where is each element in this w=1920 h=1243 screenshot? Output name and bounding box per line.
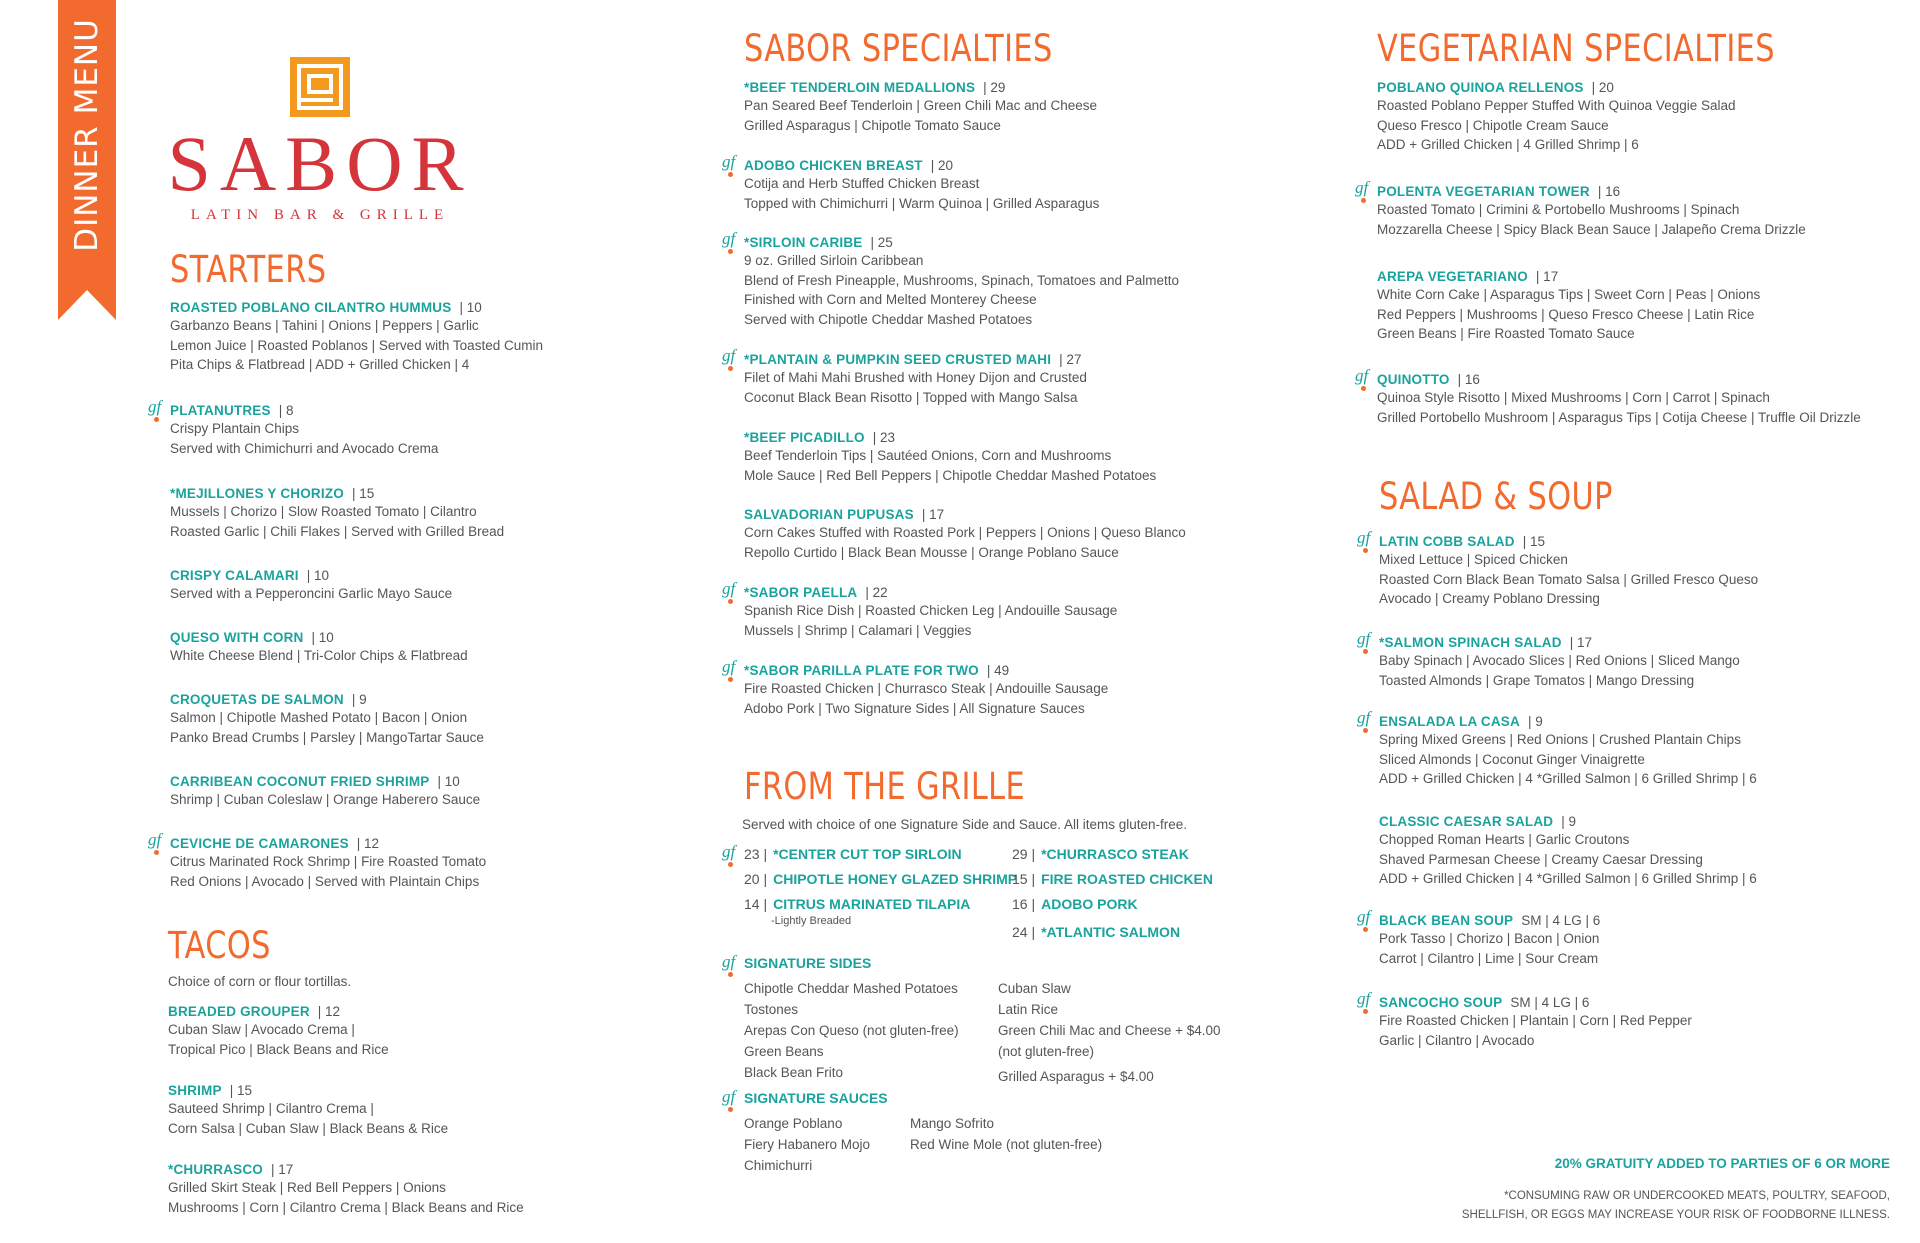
item-description: Crispy Plantain Chips — [170, 421, 300, 436]
sauces-right-list — [910, 1113, 1102, 1155]
menu-item — [1357, 629, 1740, 690]
sabor-logo — [165, 55, 475, 224]
item-name: CARRIBEAN COCONUT FRIED SHRIMP — [170, 774, 430, 789]
menu-item — [722, 657, 1109, 718]
side-item: Chipotle Cheddar Mashed Potatoes — [744, 981, 958, 996]
menu-item — [744, 79, 1097, 135]
item-description: Finished with Corn and Melted Monterey Cheese — [744, 292, 1037, 307]
sauce-item: Fiery Habanero Mojo — [744, 1137, 871, 1152]
grille-name: CHIPOTLE HONEY GLAZED SHRIMP — [773, 871, 1018, 887]
menu-item — [168, 1161, 524, 1217]
item-price: | 9 — [351, 692, 367, 707]
item-price: | 10 — [311, 630, 334, 645]
item-name: *CHURRASCO — [168, 1162, 264, 1177]
item-name: PLATANUTRES — [170, 403, 271, 418]
item-description: Avocado | Creamy Poblano Dressing — [1379, 591, 1600, 606]
menu-item — [1357, 907, 1601, 968]
tacos-note: Choice of corn or flour tortillas. — [168, 974, 352, 989]
item-description: Citrus Marinated Rock Shrimp | Fire Roasted Tomato — [170, 854, 487, 869]
item-name: BREADED GROUPER — [168, 1004, 310, 1019]
menu-item — [148, 830, 487, 891]
gluten-free-icon: gf — [148, 398, 166, 424]
item-price: | 15 — [1522, 534, 1545, 549]
item-price: | 10 — [306, 568, 330, 583]
menu-item — [168, 1003, 389, 1059]
item-description: Beef Tenderloin Tips | Sautéed Onions, Corn and Mushrooms — [744, 448, 1112, 463]
menu-item — [1357, 989, 1692, 1050]
item-description: Lemon Juice | Roasted Poblanos | Served with Toasted Cumin — [170, 337, 543, 353]
item-price: | 27 — [1059, 352, 1082, 367]
side-item: Black Bean Frito — [744, 1065, 844, 1080]
item-name: *MEJILLONES Y CHORIZO — [170, 486, 344, 501]
item-description: Sliced Almonds | Coconut Ginger Vinaigrette — [1379, 751, 1645, 767]
gluten-free-icon: gf — [148, 831, 166, 857]
item-name: LATIN COBB SALAD — [1379, 534, 1515, 549]
item-description: ADD + Grilled Chicken | 4 Grilled Shrimp | 6 — [1377, 137, 1639, 152]
item-name: QUESO WITH CORN — [170, 630, 304, 645]
item-description: Corn Salsa | Cuban Slaw | Black Beans & Rice — [168, 1120, 449, 1136]
item-name: BLACK BEAN SOUP — [1379, 913, 1514, 928]
menu-item — [1355, 178, 1806, 239]
item-price: | 9 — [1527, 714, 1543, 729]
item-description: Carrot | Cilantro | Lime | Sour Cream — [1379, 950, 1599, 966]
item-description: Filet of Mahi Mahi Brushed with Honey Dijon and Crusted — [744, 370, 1087, 385]
grille-name: *CENTER CUT TOP SIRLOIN — [773, 846, 962, 862]
gluten-free-icon: gf — [1355, 179, 1373, 205]
item-name: POLENTA VEGETARIAN TOWER — [1377, 184, 1590, 199]
item-price: SM | 4 LG | 6 — [1510, 995, 1590, 1010]
grille-note: Served with choice of one Signature Side and Sauce. All items gluten-free. — [742, 817, 1188, 832]
grille-price: 29 | — [1012, 846, 1036, 862]
item-description: Mixed Lettuce | Spiced Chicken — [1379, 552, 1568, 567]
item-name: QUINOTTO — [1377, 372, 1450, 387]
item-description: Spanish Rice Dish | Roasted Chicken Leg | Andouille Sausage — [744, 603, 1118, 618]
grille-price: 20 | — [744, 871, 768, 887]
grille-price: 15 | — [1012, 871, 1036, 887]
item-description: Roasted Tomato | Crimini & Portobello Mushrooms | Spinach — [1377, 202, 1740, 217]
item-price: | 12 — [356, 836, 380, 851]
gluten-free-icon: gf — [722, 843, 740, 869]
item-name: CLASSIC CAESAR SALAD — [1379, 814, 1554, 829]
item-description: Blend of Fresh Pineapple, Mushrooms, Spinach, Tomatoes and Palmetto — [744, 272, 1179, 288]
grille-item — [1012, 924, 1180, 940]
item-description: Mole Sauce | Red Bell Peppers | Chipotle Cheddar Mashed Potatoes — [744, 467, 1157, 483]
grille-name: *ATLANTIC SALMON — [1041, 924, 1181, 940]
item-description: Served with Chipotle Cheddar Mashed Potatoes — [744, 311, 1033, 327]
item-name: *SIRLOIN CARIBE — [744, 235, 863, 250]
starters-title: STARTERS — [170, 248, 327, 291]
gluten-free-icon: gf — [722, 1088, 740, 1114]
item-description: Salmon | Chipotle Mashed Potato | Bacon | Onion — [170, 710, 468, 725]
sauce-item: Chimichurri — [744, 1158, 813, 1173]
item-name: *SALMON SPINACH SALAD — [1379, 635, 1562, 650]
menu-item — [744, 429, 1156, 485]
item-description: Roasted Poblano Pepper Stuffed With Quinoa Veggie Salad — [1377, 98, 1736, 113]
menu-item — [170, 485, 504, 541]
item-price: | 10 — [437, 774, 460, 789]
item-description: White Corn Cake | Asparagus Tips | Sweet Corn | Peas | Onions — [1377, 287, 1761, 302]
item-name: AREPA VEGETARIANO — [1377, 269, 1528, 284]
side-item: Grilled Asparagus + $4.00 — [998, 1069, 1154, 1084]
grille-price: 24 | — [1012, 924, 1036, 940]
menu-item — [170, 691, 484, 747]
item-description: Grilled Skirt Steak | Red Bell Peppers | Onions — [168, 1180, 446, 1195]
item-description: Sauteed Shrimp | Cilantro Crema | — [168, 1101, 374, 1116]
gluten-free-icon: gf — [722, 153, 740, 179]
item-description: Corn Cakes Stuffed with Roasted Pork | Peppers | Onions | Queso Blanco — [744, 525, 1186, 540]
item-name: SANCOCHO SOUP — [1379, 995, 1503, 1010]
gluten-free-icon: gf — [1355, 367, 1373, 393]
item-price: | 16 — [1597, 184, 1621, 199]
menu-item — [1377, 268, 1760, 344]
item-description: Mussels | Chorizo | Slow Roasted Tomato | Cilantro — [170, 504, 477, 519]
food-safety-disclaimer — [1462, 1187, 1890, 1225]
tacos-title: TACOS — [168, 924, 271, 967]
item-description: Cotija and Herb Stuffed Chicken Breast — [744, 176, 980, 191]
menu-item — [1379, 813, 1757, 889]
item-name: CRISPY CALAMARI — [170, 568, 299, 583]
item-description: Grilled Asparagus | Chipotle Tomato Sauce — [744, 117, 1001, 133]
item-description: Roasted Garlic | Chili Flakes | Served with Grilled Bread — [170, 523, 505, 539]
gluten-free-icon: gf — [722, 347, 740, 373]
disclaimer-line: SHELLFISH, OR EGGS MAY INCREASE YOUR RISK OF FOODBORNE ILLNESS. — [1461, 1209, 1890, 1221]
item-description: Garbanzo Beans | Tahini | Onions | Peppers | Garlic — [170, 318, 479, 333]
item-price: | 22 — [865, 585, 888, 600]
grille-title: FROM THE GRILLE — [744, 765, 1026, 808]
sauce-item: Red Wine Mole (not gluten-free) — [910, 1137, 1103, 1152]
menu-item — [1377, 79, 1736, 155]
item-name: SHRIMP — [168, 1083, 222, 1098]
item-price: | 17 — [271, 1162, 294, 1177]
item-description: Chopped Roman Hearts | Garlic Croutons — [1379, 832, 1630, 847]
salad-soup-title: SALAD & SOUP — [1379, 475, 1613, 518]
tilapia-note: -Lightly Breaded — [771, 915, 852, 927]
item-description: Shrimp | Cuban Coleslaw | Orange Haberero Sauce — [170, 792, 481, 807]
menu-item — [170, 299, 543, 375]
gluten-free-icon: gf — [722, 580, 740, 606]
item-price: | 20 — [1591, 80, 1614, 95]
item-price: | 9 — [1561, 814, 1577, 829]
grille-price: 16 | — [1012, 896, 1036, 912]
vegetarian-title: VEGETARIAN SPECIALTIES — [1377, 27, 1775, 70]
item-name: SALVADORIAN PUPUSAS — [744, 507, 914, 522]
item-price: | 25 — [870, 235, 893, 250]
item-description: Spring Mixed Greens | Red Onions | Crushed Plantain Chips — [1379, 732, 1741, 747]
sides-right-list — [998, 978, 1221, 1087]
sabor-specialties-title: SABOR SPECIALTIES — [744, 27, 1053, 70]
item-price: | 29 — [983, 80, 1006, 95]
gluten-free-icon: gf — [1357, 990, 1375, 1016]
disclaimer-line: *CONSUMING RAW OR UNDERCOOKED MEATS, POULTRY, SEAFOOD, — [1504, 1190, 1890, 1202]
grille-item — [744, 896, 970, 912]
item-price: | 12 — [317, 1004, 341, 1019]
grille-price: 23 | — [744, 846, 768, 862]
item-description: Topped with Chimichurri | Warm Quinoa | Grilled Asparagus — [744, 195, 1100, 211]
item-price: | 20 — [930, 158, 954, 173]
signature-sides-title: SIGNATURE SIDES — [744, 955, 872, 971]
gluten-free-icon: gf — [1357, 529, 1375, 555]
grille-item — [1012, 896, 1138, 912]
gluten-free-icon: gf — [1357, 908, 1375, 934]
grille-price: 14 | — [744, 896, 768, 912]
grille-item — [1012, 846, 1189, 862]
item-description: Coconut Black Bean Risotto | Topped with Mango Salsa — [744, 389, 1078, 405]
item-description: 9 oz. Grilled Sirloin Caribbean — [744, 253, 924, 268]
side-item: Green Chili Mac and Cheese + $4.00 — [998, 1023, 1221, 1038]
grille-name: *CHURRASCO STEAK — [1041, 846, 1189, 862]
item-description: Panko Bread Crumbs | Parsley | MangoTartar Sauce — [170, 729, 484, 745]
item-description: ADD + Grilled Chicken | 4 *Grilled Salmon | 6 Grilled Shrimp | 6 — [1379, 771, 1757, 786]
menu-item — [168, 1082, 448, 1138]
gluten-free-icon: gf — [722, 953, 740, 979]
item-description: Fire Roasted Chicken | Churrasco Steak | Andouille Sausage — [744, 681, 1109, 696]
menu-item — [170, 629, 468, 666]
menu-item — [148, 397, 439, 458]
gluten-free-icon: gf — [722, 230, 740, 256]
item-description: Roasted Corn Black Bean Tomato Salsa | Grilled Fresco Queso — [1379, 571, 1759, 587]
item-description: Adobo Pork | Two Signature Sides | All Signature Sauces — [744, 700, 1085, 716]
gluten-free-icon: gf — [722, 658, 740, 684]
item-name: ADOBO CHICKEN BREAST — [744, 158, 923, 173]
item-price: | 17 — [1569, 635, 1592, 650]
brand-tagline: LATIN BAR & GRILLE — [190, 207, 450, 223]
item-description: White Cheese Blend | Tri-Color Chips & Flatbread — [170, 648, 468, 663]
menu-item — [1355, 366, 1861, 427]
item-description: Served with a Pepperoncini Garlic Mayo Sauce — [170, 586, 453, 601]
item-description: Toasted Almonds | Grape Tomatos | Mango Dressing — [1379, 672, 1695, 688]
item-description: Fire Roasted Chicken | Plantain | Corn | Red Pepper — [1379, 1013, 1692, 1028]
sauces-left-list — [744, 1113, 870, 1176]
logo-mark-icon — [288, 55, 352, 119]
item-price: | 8 — [278, 403, 294, 418]
item-description: Queso Fresco | Chipotle Cream Sauce — [1377, 117, 1609, 133]
item-name: ENSALADA LA CASA — [1379, 714, 1520, 729]
side-item: Cuban Slaw — [998, 981, 1071, 996]
grille-name: CITRUS MARINATED TILAPIA — [773, 896, 971, 912]
brand-name: SABOR — [167, 120, 473, 207]
menu-item — [722, 579, 1118, 640]
item-price: SM | 4 LG | 6 — [1521, 913, 1601, 928]
item-name: CEVICHE DE CAMARONES — [170, 836, 349, 851]
item-description: Mushrooms | Corn | Cilantro Crema | Black Beans and Rice — [168, 1199, 524, 1215]
menu-item — [1357, 708, 1757, 789]
sauce-item: Orange Poblano — [744, 1116, 843, 1131]
item-name: POBLANO QUINOA RELLENOS — [1377, 80, 1584, 95]
item-description: Garlic | Cilantro | Avocado — [1379, 1032, 1535, 1048]
menu-item — [170, 567, 452, 604]
gluten-free-icon: gf — [1357, 709, 1375, 735]
item-description: Cuban Slaw | Avocado Crema | — [168, 1022, 355, 1037]
item-price: | 10 — [459, 300, 482, 315]
item-name: *BEEF PICADILLO — [744, 430, 865, 445]
grille-name: ADOBO PORK — [1041, 896, 1138, 912]
menu-item — [744, 506, 1186, 562]
grille-name: FIRE ROASTED CHICKEN — [1041, 871, 1214, 887]
sauce-item: Mango Sofrito — [910, 1116, 995, 1131]
item-description: Mussels | Shrimp | Calamari | Veggies — [744, 622, 972, 638]
item-price: | 16 — [1457, 372, 1480, 387]
item-price: | 17 — [1535, 269, 1559, 284]
ribbon-label-wrap — [58, 0, 116, 270]
item-description: Pan Seared Beef Tenderloin | Green Chili Mac and Cheese — [744, 98, 1097, 113]
side-item: Tostones — [744, 1002, 799, 1017]
item-name: *SABOR PAELLA — [744, 585, 858, 600]
side-item: (not gluten-free) — [998, 1044, 1095, 1059]
menu-item — [1357, 528, 1759, 609]
item-description: Quinoa Style Risotto | Mixed Mushrooms | Corn | Carrot | Spinach — [1377, 390, 1770, 405]
item-name: *SABOR PARILLA PLATE FOR TWO — [744, 663, 979, 678]
item-name: ROASTED POBLANO CILANTRO HUMMUS — [170, 300, 452, 315]
gratuity-note: 20% GRATUITY ADDED TO PARTIES OF 6 OR MORE — [1554, 1156, 1890, 1171]
item-description: Tropical Pico | Black Beans and Rice — [168, 1041, 389, 1057]
menu-item — [170, 773, 480, 810]
grille-item — [744, 846, 962, 862]
side-item: Arepas Con Queso (not gluten-free) — [744, 1023, 959, 1038]
menu-item — [722, 152, 1100, 213]
item-name: CROQUETAS DE SALMON — [170, 692, 344, 707]
side-item: Latin Rice — [998, 1002, 1059, 1017]
item-description: Pita Chips & Flatbread | ADD + Grilled Chicken | 4 — [170, 357, 470, 372]
item-price: | 15 — [229, 1083, 252, 1098]
item-description: Red Onions | Avocado | Served with Plaintain Chips — [170, 873, 480, 889]
item-price: | 23 — [872, 430, 896, 445]
sides-left-list — [744, 978, 959, 1083]
item-description: Red Peppers | Mushrooms | Queso Fresco Cheese | Latin Rice — [1377, 306, 1755, 322]
item-name: *BEEF TENDERLOIN MEDALLIONS — [744, 80, 976, 95]
item-description: Pork Tasso | Chorizo | Bacon | Onion — [1379, 931, 1600, 946]
grille-item — [1012, 871, 1213, 887]
item-name: *PLANTAIN & PUMPKIN SEED CRUSTED MAHI — [744, 352, 1052, 367]
item-description: Grilled Portobello Mushroom | Asparagus Tips | Cotija Cheese | Truffle Oil Drizzle — [1377, 409, 1861, 425]
side-item: Green Beans — [744, 1044, 824, 1059]
gluten-free-icon: gf — [1357, 630, 1375, 656]
item-price: | 49 — [986, 663, 1010, 678]
menu-item — [722, 346, 1087, 407]
grille-item — [744, 871, 1017, 887]
item-description: ADD + Grilled Chicken | 4 *Grilled Salmon | 6 Grilled Shrimp | 6 — [1379, 871, 1757, 886]
item-description: Green Beans | Fire Roasted Tomato Sauce — [1377, 326, 1635, 341]
menu-item — [722, 229, 1179, 329]
item-description: Served with Chimichurri and Avocado Crema — [170, 440, 439, 456]
item-description: Shaved Parmesan Cheese | Creamy Caesar Dressing — [1379, 851, 1703, 867]
item-price: | 15 — [351, 486, 375, 501]
item-description: Repollo Curtido | Black Bean Mousse | Orange Poblano Sauce — [744, 544, 1119, 560]
signature-sauces-title: SIGNATURE SAUCES — [744, 1090, 888, 1106]
item-price: | 17 — [921, 507, 945, 522]
ribbon-label: DINNER MENU — [69, 18, 105, 252]
item-description: Baby Spinach | Avocado Slices | Red Onions | Sliced Mango — [1379, 653, 1740, 668]
item-description: Mozzarella Cheese | Spicy Black Bean Sauce | Jalapeño Crema Drizzle — [1377, 221, 1806, 237]
